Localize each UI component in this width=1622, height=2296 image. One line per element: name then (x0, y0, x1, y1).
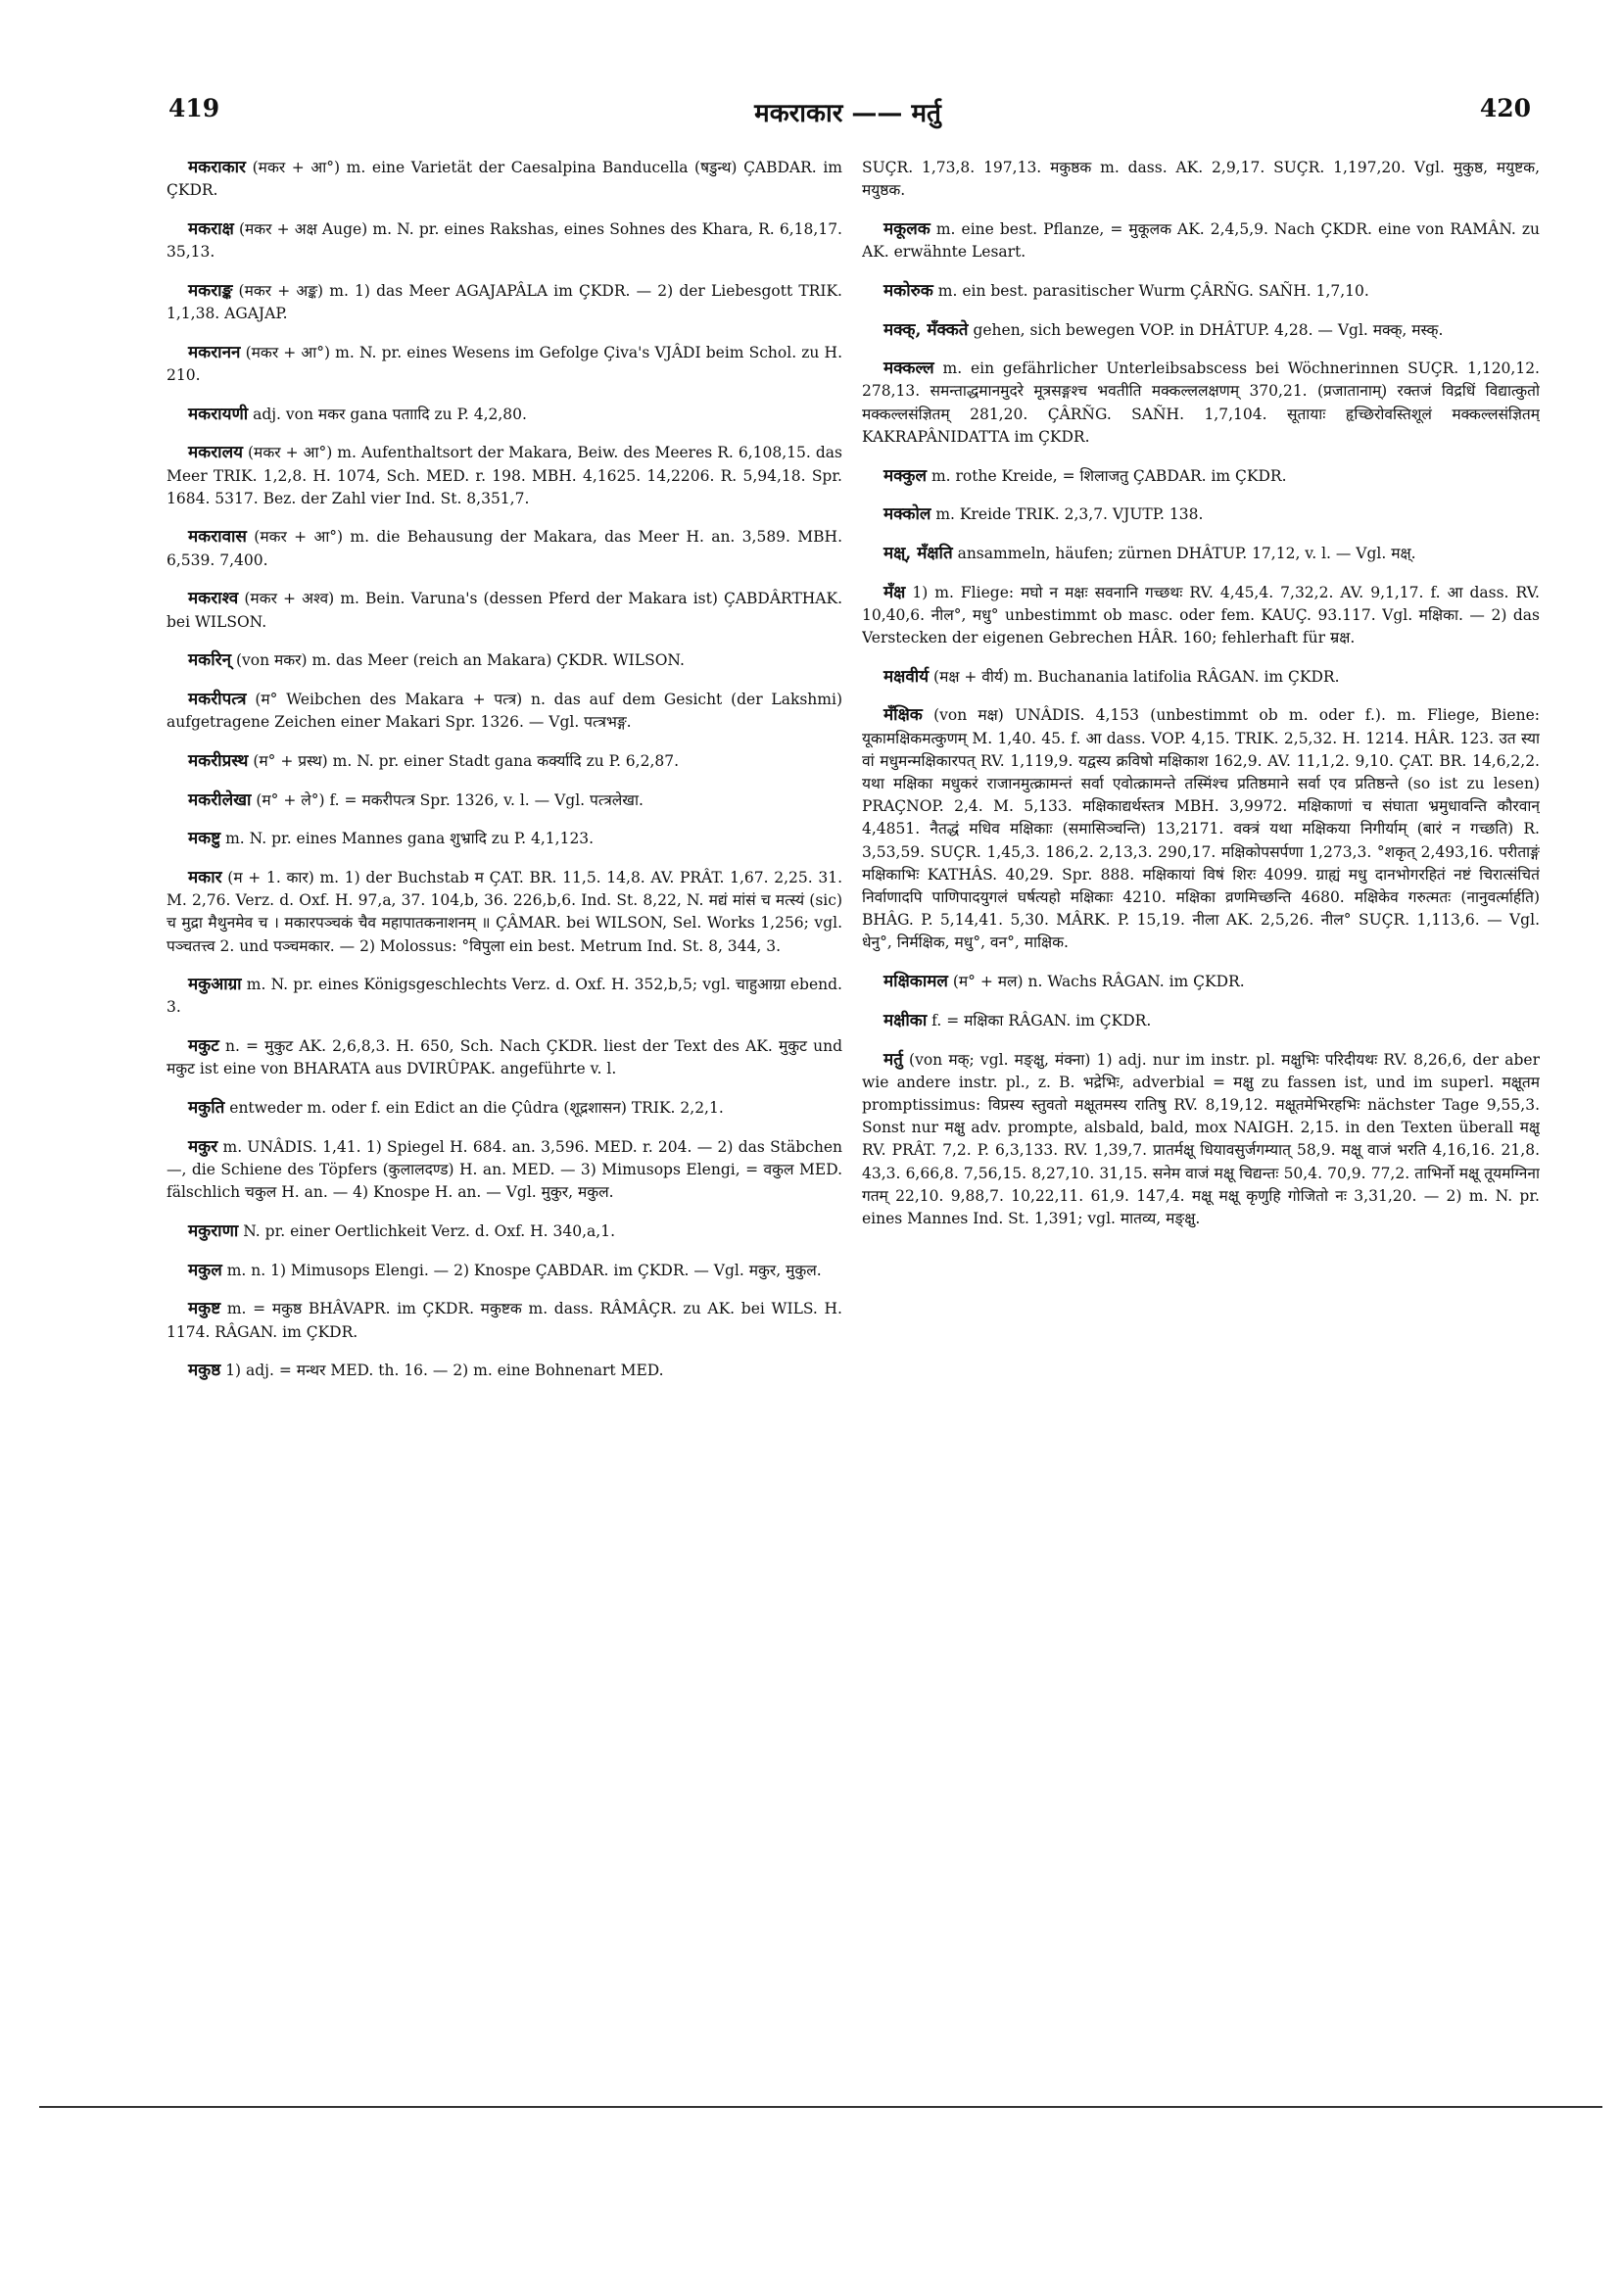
dictionary-entry (167, 689, 842, 734)
dictionary-entry (862, 1010, 1540, 1032)
entry-headword: मकूलक (883, 218, 930, 239)
entry-text: (मकर + आ°) m. Aufenthaltsort der Makara, Beiw. des Meeres R. 6,108,15. das Meer TRIK. 1,2,8. H. 1074, Sch. MED. r. 198. MBH. 4,1625. 14,2206. R. 5,94,18. Spr. 1684. 5317. Bez. der Zahl vier Ind. St. 8,351,7. (167, 444, 842, 507)
dictionary-entry (167, 867, 842, 958)
entry-headword: मक्कोल (883, 504, 931, 525)
entry-headword: मकराक्ष (188, 218, 234, 239)
entry-text: m. N. pr. eines Königsgeschlechts Verz. d. Oxf. H. 352,b,5; vgl. चाहुआग्रा ebend. 3. (167, 976, 842, 1017)
entry-text: (म + 1. कार) m. 1) der Buchstab म ÇAT. BR. 11,5. 14,8. AV. PRÂT. 1,67. 2,25. 31. M. 2,76. Verz. d. Oxf. H. 97,a, 37. 104,b, 36. 226,b,6. Ind. St. 8,22, N. मद्यं मांसं च मत्स्यं (sic) च मुद्रा मैथुनमेव च । मकारपञ्चकं चैव महापातकनाशनम् ॥ ÇÂMAR. bei WILSON, Sel. Works 1,256; vgl. पञ्चतत्त्व 2. und पञ्चमकार. — 2) Molossus: °विपुला ein best. Metrum Ind. St. 8, 344, 3. (167, 868, 842, 955)
right-column (862, 157, 1540, 2096)
entry-text: m. N. pr. eines Mannes gana शुभ्रादि zu P. 4,1,123. (225, 830, 595, 848)
dictionary-entry (167, 280, 842, 325)
entry-text: (म° + ले°) f. = मकरीपत्त्र Spr. 1326, v. l. — Vgl. पत्त्रलेखा. (256, 790, 644, 809)
entry-text: n. = मुकुट AK. 2,6,8,3. H. 650, Sch. Nach ÇKDR. liest der Text des AK. मुकुट und मकुट ist eine von BHARATA aus DVIRÛPAK. angeführte v. l. (167, 1037, 842, 1078)
entry-text: (von मक्ष) UNÂDIS. 4,153 (unbestimmt ob m. oder f.). m. Fliege, Biene: यूकामक्षिकमत्कुणम् M. 1,40. 45. f. आ dass. VOP. 4,15. TRIK. 2,5,32. H. 1214. HÂR. 123. उत स्या वां मधुमन्मक्षिकारपत् RV. 1,119,9. यद्वस्य क्रविषो मक्षिकाश 162,9. AV. 11,1,2. 9,10. ÇAT. BR. 14,6,2,2. यथा मक्षिका मधुकरं राजानमुत्क्रामन्तं सर्वा एवोत्क्रामन्ते तस्मिंश्च प्रतिष्ठमाने सर्वा एव प्रतिष्ठन्ते (so ist zu lesen) PRAÇNOP. 2,4. M. 5,133. मक्षिकाद्यर्थस्तत्र MBH. 3,9972. मक्षिकाणां च संघाता भ्रमुधावन्ति कौरवान् 4,4851. नैतद्धं मधिव मक्षिकाः (समासिञ्चन्ति) 13,2171. वक्त्रं यथा मक्षिकया निगीर्याम् (बारं न गच्छति) R. 3,53,59. SUÇR. 1,45,3. 186,2. 2,13,3. 290,17. मक्षिकोपसर्पणा 1,273,3. °शकृत् 2,493,16. परीताङ्गं मक्षिकाभिः KATHÂS. 40,29. Spr. 888. मक्षिकायां विषं शिरः 4099. ग्राह्यं मधु दानभोगरहितं नष्टं चिरात्संचितं निर्वाणादपि पाणिपादयुगलं घर्षत्यहो मक्षिकाः 4210. मक्षिका व्रणमिच्छन्ति 4680. मक्षिकेव गरुत्मतः (नानुवर्त्मार्हति) BHÂG. P. 5,14,41. 5,30. MÂRK. P. 15,19. नीला AK. 2,5,26. नील° SUÇR. 1,113,6. — Vgl. धेनु°, निर्मक्षिक, मधु°, वन°, माक्षिक. (862, 706, 1540, 952)
entry-headword: मकराङ्क (188, 280, 233, 301)
dictionary-entry (862, 280, 1540, 303)
entry-text: m. rothe Kreide, = शिलाजतु ÇABDAR. im ÇKDR. (930, 466, 1287, 485)
entry-headword: मक्षवीर्य (883, 666, 930, 687)
entry-text: adj. von मकर gana पताादि zu P. 4,2,80. (253, 405, 527, 423)
entry-text: m. ein best. parasitischer Wurm ÇÂRÑG. SAÑH. 1,7,10. (937, 281, 1369, 300)
dictionary-entry (167, 404, 842, 426)
dictionary-entry (862, 465, 1540, 488)
entry-headword: मकरालय (188, 443, 243, 463)
dictionary-entry (862, 971, 1540, 993)
entry-headword: मक्ष्, मँक्षति (883, 543, 953, 563)
entry-headword: मँक्षिक (883, 705, 923, 726)
dictionary-entry (862, 543, 1540, 565)
entry-text: m. UNÂDIS. 1,41. 1) Spiegel H. 684. an. 3,596. MED. r. 204. — 2) das Stäbchen —, die Schiene des Töpfers (कुलालदण्ड) H. an. MED. — 3) Mimusops Elengi, = वकुल MED. fälschlich चकुल H. an. — 4) Knospe H. an. — Vgl. मुकुर, मकुल. (167, 1137, 842, 1202)
entry-text: (मकर + आ°) m. eine Varietät der Caesalpina Banducella (षडुन्थ) ÇABDAR. im ÇKDR. (167, 159, 842, 200)
entry-headword: मकुट (188, 1036, 219, 1057)
entry-headword: मक्क्, मँक्कते (883, 319, 969, 340)
dictionary-entry (167, 218, 842, 263)
entry-headword: मकरायणी (188, 404, 249, 424)
entry-text: (von मक्; vgl. मङ्क्षु, मंक्ना) 1) adj. nur im instr. pl. मक्षुभिः परिदीयथः RV. 8,26,6, der aber wie andere instr. pl., z. B. भद्रेभिः, adverbial = मक्षु zu fassen ist, und im superl. मक्षूतम promptissimus: विप्रस्य स्तुवतो मक्षूतमस्य रातिषु RV. 8,19,12. मक्षूतमेभिरहभिः nächster Tage 9,55,3. Sonst nur मक्षु adv. prompte, alsbald, bald, mox NAIGH. 2,15. in den Texten überall मक्षू RV. PRÂT. 7,2. P. 6,3,133. RV. 1,39,7. प्रातर्मक्षू धियावसुर्जगम्यात् 58,9. मक्षू वाजं भरति 4,16,16. 21,8. 43,3. 6,66,8. 7,56,15. 8,27,10. 31,15. सनेम वाजं मक्षू चिद्यन्तः 50,4. 70,9. 77,2. ताभिर्नो मक्षू तूयमग्निना गतम् 22,10. 9,88,7. 10,22,11. 61,9. 147,4. मक्षू मक्षू कृणुहि गोजितो नः 3,31,20. — 2) m. N. pr. eines Mannes Ind. St. 1,391; vgl. मातव्य, मङ्क्षु. (862, 1050, 1540, 1228)
entry-text: m. n. 1) Mimusops Elengi. — 2) Knospe ÇABDAR. im ÇKDR. — Vgl. मकुर, मुकुल. (226, 1261, 822, 1279)
entry-text: (मकर + अश्व) m. Bein. Varuna's (dessen Pferd der Makara ist) ÇABDÂRTHAK. bei WILSON. (167, 590, 842, 631)
entry-headword: मक्षिकामल (883, 972, 948, 992)
left-column (167, 157, 842, 2096)
entry-headword: मक्षीका (883, 1010, 928, 1030)
entry-headword: मक्कुल (883, 465, 928, 486)
dictionary-entry (862, 319, 1540, 342)
entry-text: m. ein gefährlicher Unterleibsabscess bei Wöchnerinnen SUÇR. 1,120,12. 278,13. समन्ताद्धमानमुदरे मूत्रसङ्गश्च भवतीति मक्कल्ललक्षणम् 370,21. (प्रजातानाम्) रक्तजं विद्रधिं विद्यात्कुतो मक्कल्लसंज्ञितम् 281,20. ÇÂRÑG. SAÑH. 1,7,104. सूतायाः हृच्छिरोवस्तिशूलं मक्कल्लसंज्ञितम् KAKRAPÂNIDATTA im ÇKDR. (862, 359, 1540, 446)
entry-text: 1) adj. = मन्थर MED. th. 16. — 2) m. eine Bohnenart MED. (225, 1362, 664, 1380)
entry-headword: मकुति (188, 1098, 225, 1119)
entry-headword: मकरीप्रस्थ (188, 750, 249, 771)
dictionary-entry (167, 1360, 842, 1382)
entry-text: (मकर + आ°) m. N. pr. eines Wesens im Gefolge Çiva's VJÂDI beim Schol. zu H. 210. (167, 343, 842, 384)
entry-text: N. pr. einer Oertlichkeit Verz. d. Oxf. H. 340,a,1. (243, 1221, 615, 1240)
entry-text: SUÇR. 1,73,8. 197,13. मकुष्ठक m. dass. AK. 2,9,17. SUÇR. 1,197,20. Vgl. मुकुष्ठ, मयुष्टक, मयुष्ठक. (862, 159, 1540, 200)
page-number-right: 420 (1479, 94, 1531, 122)
entry-headword: मकुर (188, 1136, 218, 1157)
entry-headword: मकुल (188, 1260, 222, 1280)
entry-text: 1) m. Fliege: मघो न मक्षः सवनानि गच्छथः RV. 4,45,4. 7,32,2. AV. 9,1,17. f. आ dass. RV. 10,40,6. नील°, मधु° unbestimmt ob masc. oder fem. KAUÇ. 93.117. Vgl. मक्षिका. — 2) das Verstecken der eigenen Gebrechen HÂR. 160; fehlerhaft für म्रक्ष. (862, 583, 1540, 647)
entry-headword: मकुष्ठ (188, 1361, 221, 1381)
running-title: मकराकार —— मर्तु (754, 99, 941, 128)
entry-headword: मर्तु (883, 1049, 903, 1070)
entry-headword: मक्कल्ल (883, 359, 934, 379)
entry-text: ansammeln, häufen; zürnen DHÂTUP. 17,12, v. l. — Vgl. मक्ष्. (957, 544, 1416, 562)
entry-text: (मक्ष + वीर्य) m. Buchanania latifolia RÂGAN. im ÇKDR. (933, 667, 1340, 686)
dictionary-entry (167, 1097, 842, 1120)
dictionary-entry (167, 526, 842, 571)
dictionary-entry (167, 157, 842, 202)
entry-text: (मकर + अङ्क) m. 1) das Meer AGAJAPÂLA im ÇKDR. — 2) der Liebesgott TRIK. 1,1,38. AGAJAP. (167, 281, 842, 323)
dictionary-entry (167, 974, 842, 1019)
dictionary-entry (167, 342, 842, 387)
entry-text: m. eine best. Pflanze, = मुकूलक AK. 2,4,5,9. Nach ÇKDR. eine von RAMÂN. zu AK. erwähnte Lesart. (862, 219, 1540, 262)
footer-divider (39, 2106, 1602, 2108)
dictionary-entry (167, 1220, 842, 1243)
entry-text: (म° + मल) n. Wachs RÂGAN. im ÇKDR. (952, 973, 1245, 991)
entry-text: m. = मकुष्ठ BHÂVAPR. im ÇKDR. मकुष्टक m. dass. RÂMÂÇR. zu AK. bei WILS. H. 1174. RÂGAN. im ÇKDR. (167, 1300, 842, 1341)
entry-text: (म° + प्रस्थ) m. N. pr. einer Stadt gana कर्क्यादि zu P. 6,2,87. (253, 751, 680, 770)
entry-text: entweder m. oder f. ein Edict an die Çûdra (शूद्रशासन) TRIK. 2,2,1. (229, 1099, 724, 1118)
entry-text: (मकर + आ°) m. die Behausung der Makara, das Meer H. an. 3,589. MBH. 6,539. 7,400. (167, 528, 842, 569)
dictionary-entry (862, 1049, 1540, 1231)
entry-headword: मकरीपत्त्र (188, 689, 247, 709)
dictionary-entry (167, 1298, 842, 1343)
entry-headword: मकार (188, 867, 222, 887)
dictionary-entry (167, 1035, 842, 1080)
dictionary-entry (862, 503, 1540, 526)
entry-headword: मँक्ष (883, 582, 906, 602)
dictionary-entry (167, 750, 842, 773)
entry-headword: मकराश्व (188, 589, 239, 609)
dictionary-entry (862, 582, 1540, 650)
entry-headword: मकरीलेखा (188, 789, 252, 810)
entry-text: gehen, sich bewegen VOP. in DHÂTUP. 4,28. — Vgl. मक्क्, मस्क्. (973, 320, 1444, 339)
dictionary-entry (862, 157, 1540, 202)
entry-text: (मकर + अक्ष Auge) m. N. pr. eines Rakshas, eines Sohnes des Khara, R. 6,18,17. 35,13. (167, 219, 842, 262)
dictionary-entry (167, 1136, 842, 1205)
page-header (165, 94, 1531, 133)
dictionary-entry (862, 704, 1540, 954)
entry-headword: मकष्टु (188, 829, 221, 849)
dictionary-entry (862, 358, 1540, 449)
entry-text: (म° Weibchen des Makara + पत्त्र) n. das auf dem Gesicht (der Lakshmi) aufgetragene Zeichen einer Makari Spr. 1326. — Vgl. पत्त्रभङ्ग. (167, 690, 842, 732)
entry-headword: मकुआग्रा (188, 975, 242, 995)
entry-text: f. = मक्षिका RÂGAN. im ÇKDR. (931, 1011, 1152, 1029)
dictionary-entry (167, 442, 842, 510)
entry-headword: मकुराणा (188, 1220, 239, 1241)
dictionary-entry (167, 649, 842, 672)
dictionary-entry (167, 789, 842, 812)
entry-headword: मकरावास (188, 527, 247, 548)
entry-text: (von मकर) m. das Meer (reich an Makara) ÇKDR. WILSON. (235, 651, 685, 670)
entry-headword: मकुष्ट (188, 1299, 221, 1319)
dictionary-entry (862, 666, 1540, 689)
dictionary-entry (167, 1260, 842, 1282)
dictionary-entry (167, 588, 842, 633)
entry-text: m. Kreide TRIK. 2,3,7. VJUTP. 138. (935, 505, 1204, 524)
entry-headword: मकरानन (188, 342, 241, 362)
entry-headword: मकराकार (188, 158, 246, 177)
entry-headword: मकरिन् (188, 650, 232, 671)
page-number-left: 419 (168, 94, 220, 122)
entry-headword: मकोरुक (883, 280, 933, 301)
dictionary-entry (167, 828, 842, 850)
dictionary-entry (862, 218, 1540, 263)
